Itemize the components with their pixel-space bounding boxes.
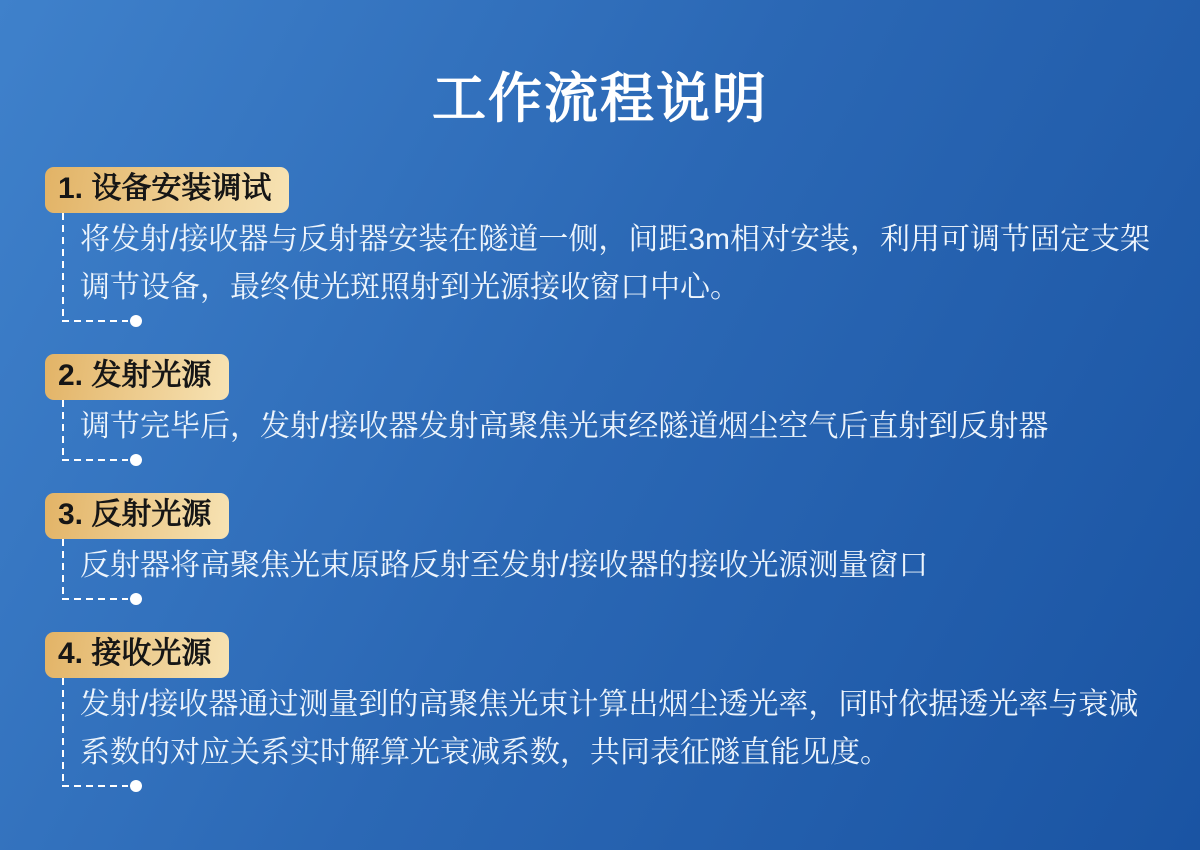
step-4-label-text: 4. 接收光源 <box>58 637 212 670</box>
step-1-connector <box>62 313 1160 329</box>
connector-dot-icon <box>130 780 142 792</box>
step-4-body-line-2: 系数的对应关系实时解算光衰减系数，共同表征隧直能见度。 <box>80 736 890 769</box>
step-2-emit-light <box>45 354 1160 468</box>
step-1-installation <box>45 167 1160 329</box>
step-1-label <box>45 167 289 213</box>
dashed-line <box>62 785 128 787</box>
step-2-label <box>45 354 229 400</box>
step-1-body <box>62 213 1160 329</box>
connector-dot-icon <box>130 454 142 466</box>
step-4-label <box>45 632 229 678</box>
step-2-connector <box>62 452 1160 468</box>
step-4-connector <box>62 778 1160 794</box>
step-3-label-text: 3. 反射光源 <box>58 498 212 531</box>
step-4-body-line-1: 发射/接收器通过测量到的高聚焦光束计算出烟尘透光率，同时依据透光率与衰减 <box>80 688 1139 721</box>
step-4-body <box>62 678 1160 794</box>
step-2-label-text: 2. 发射光源 <box>58 359 212 392</box>
step-1-body-line-1: 将发射/接收器与反射器安装在隧道一侧，间距3m相对安装，利用可调节固定支架 <box>80 223 1151 256</box>
step-3-connector <box>62 591 1160 607</box>
steps-list <box>45 167 1160 794</box>
dashed-line <box>62 598 128 600</box>
step-3-body-line-1: 反射器将高聚焦光束原路反射至发射/接收器的接收光源测量窗口 <box>80 549 929 582</box>
step-4-receive-light <box>45 632 1160 794</box>
step-3-body <box>62 539 1160 607</box>
step-2-body-line-1: 调节完毕后，发射/接收器发射高聚焦光束经隧道烟尘空气后直射到反射器 <box>80 410 1049 443</box>
step-1-body-line-2: 调节设备，最终使光斑照射到光源接收窗口中心。 <box>80 271 740 304</box>
step-2-body <box>62 400 1160 468</box>
page-title: 工作流程说明 <box>432 69 768 129</box>
connector-dot-icon <box>130 593 142 605</box>
step-3-reflect-light <box>45 493 1160 607</box>
step-1-label-text: 1. 设备安装调试 <box>58 172 272 205</box>
dashed-line <box>62 320 128 322</box>
step-3-label <box>45 493 229 539</box>
dashed-line <box>62 459 128 461</box>
connector-dot-icon <box>130 315 142 327</box>
